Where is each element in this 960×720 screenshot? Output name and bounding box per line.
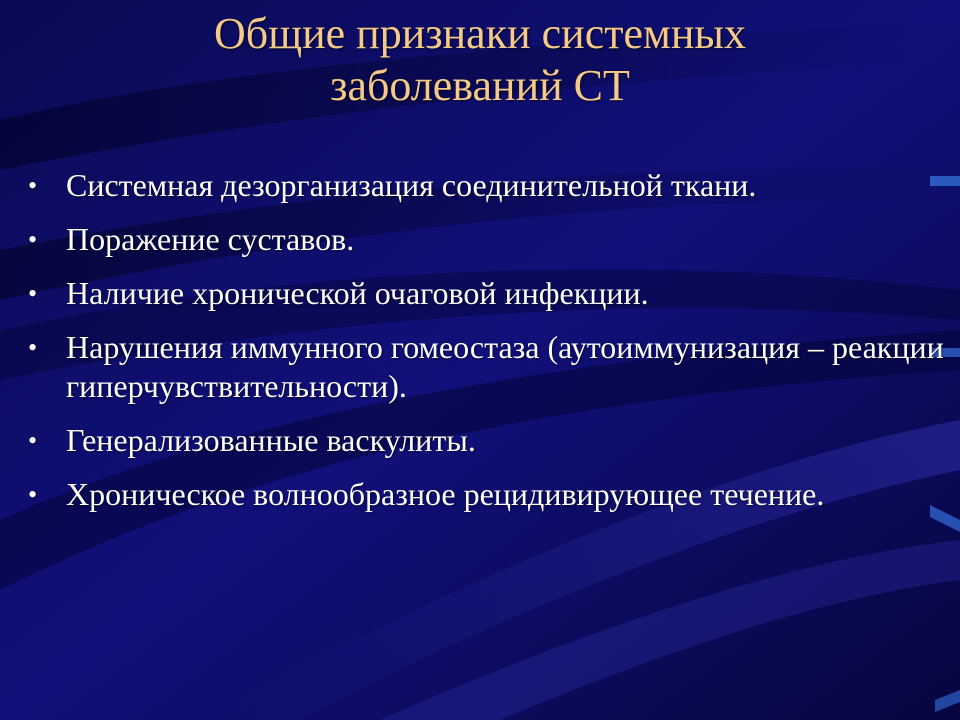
slide-title-line-1: Общие признаки системных: [214, 9, 746, 58]
bullet-icon: •: [28, 225, 38, 254]
bullet-icon: •: [28, 426, 38, 455]
list-item: [28, 166, 948, 205]
slide-title-line-2: заболеваний СТ: [330, 61, 630, 110]
bullet-icon: •: [28, 171, 38, 200]
bullet-text: Системная дезорганизация соединительной ткани.: [66, 167, 757, 203]
bullet-text: Поражение суставов.: [66, 221, 355, 257]
list-item: [28, 421, 948, 460]
slide-title: [80, 8, 880, 112]
bullet-icon: •: [28, 333, 38, 362]
list-item: [28, 274, 948, 313]
bullet-list: [28, 166, 948, 529]
bullet-text: Хроническое волнообразное рецидивирующее течение.: [66, 476, 825, 512]
list-item: [28, 220, 948, 259]
bullet-text: Нарушения иммунного гомеостаза (аутоиммунизация – реакции гиперчувствительности).: [66, 329, 944, 404]
bullet-icon: •: [28, 279, 38, 308]
list-item: [28, 328, 948, 406]
bullet-icon: •: [28, 480, 38, 509]
bullet-text: Наличие хронической очаговой инфекции.: [66, 275, 649, 311]
bullet-text: Генерализованные васкулиты.: [66, 422, 476, 458]
list-item: [28, 475, 948, 514]
